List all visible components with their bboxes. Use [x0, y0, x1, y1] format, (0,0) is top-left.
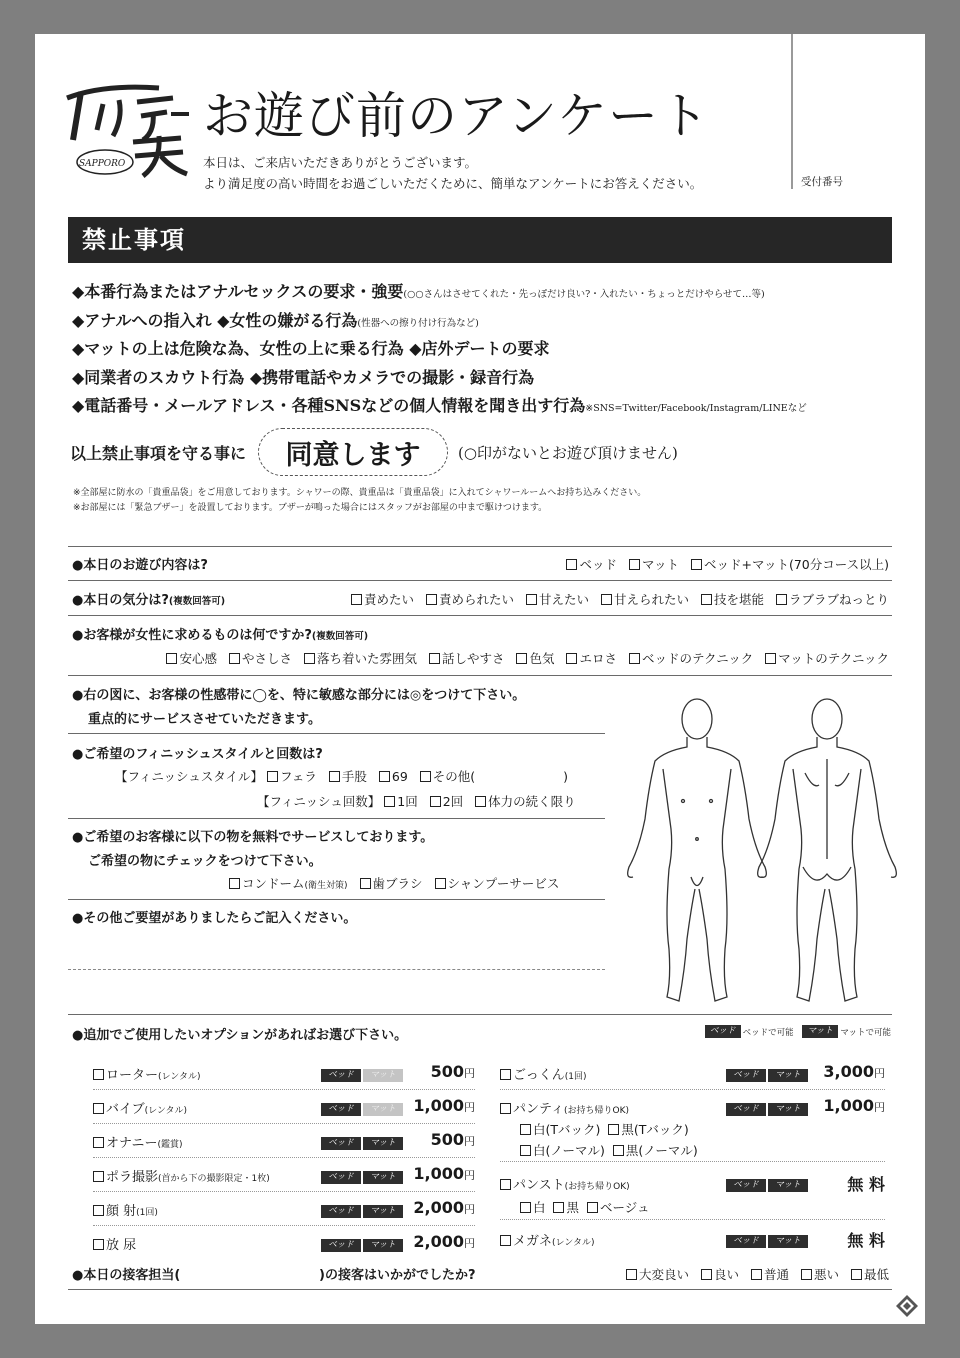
divider — [68, 546, 892, 547]
divider — [68, 1289, 892, 1290]
intro-line-1: 本日は、ご来店いただきありがとうございます。 — [203, 155, 478, 170]
checkbox[interactable] — [93, 1103, 104, 1114]
rule-item: ◆電話番号・メールアドレス・各種SNSなどの個人情報を聞き出す行為※SNS=Twitter/Facebook/Instagram/LINEなど — [72, 396, 807, 415]
rule-item: ◆アナルへの指入れ ◆女性の嫌がる行為(性器への擦り付け行為など) — [72, 310, 479, 330]
checkbox[interactable] — [751, 1269, 762, 1280]
staff-rating-options — [618, 1265, 889, 1283]
checkbox[interactable] — [229, 878, 240, 889]
checkbox[interactable] — [429, 653, 440, 664]
agree-mark-area[interactable]: 同意します — [258, 428, 448, 476]
legend-tag-mat: マット — [802, 1025, 838, 1038]
option-row-gokkun[interactable]: ごっくん(1回) ベッド マット 3,000円 — [500, 1056, 885, 1090]
checkbox[interactable] — [629, 559, 640, 570]
rating-option[interactable]: 悪い — [801, 1267, 839, 1282]
checkbox[interactable] — [93, 1137, 104, 1148]
checkbox[interactable] — [520, 1145, 531, 1156]
survey-sheet — [35, 34, 925, 1324]
option-row-megane[interactable]: メガネ(レンタル) ベッド マット 無 料 — [500, 1220, 885, 1254]
checkbox[interactable] — [426, 594, 437, 605]
option-bed[interactable]: ベッド — [566, 557, 617, 572]
mood-option[interactable]: 甘えられたい — [601, 592, 689, 607]
q-seeking-options — [158, 649, 889, 667]
checkbox[interactable] — [420, 771, 431, 782]
prohibited-heading: 禁止事項 — [68, 217, 892, 263]
option-row-panty[interactable]: パンティ(お持ち帰りOK) ベッド マット 1,000円 白(Tバック) 黒(Tバック) 白(ノーマル) 黒(ノーマル) — [500, 1090, 885, 1162]
write-in-line[interactable] — [68, 969, 605, 970]
tag-legend: ベッド ベッドで可能 マット マットで可能 — [705, 1025, 891, 1038]
checkbox[interactable] — [360, 878, 371, 889]
checkbox[interactable] — [566, 559, 577, 570]
option-row[interactable]: 放 尿 ベッド マット 2,000円 — [93, 1226, 475, 1260]
q-options: ●追加でご使用したいオプションがあればお選び下さい。 — [72, 1028, 408, 1043]
note-valuables: ※全部屋に防水の「貴重品袋」をご用意しております。シャワーの際、貴重品は「貴重品袋」に入れてシャワールームへお持ち込みください。 — [73, 488, 647, 498]
notes — [73, 486, 646, 516]
checkbox[interactable] — [526, 594, 537, 605]
checkbox[interactable] — [351, 594, 362, 605]
checkbox[interactable] — [601, 594, 612, 605]
option-mat[interactable]: マット — [629, 557, 679, 572]
mood-option[interactable]: 甘えたい — [526, 592, 589, 607]
checkbox[interactable] — [691, 559, 702, 570]
checkbox[interactable] — [384, 796, 395, 807]
checkbox[interactable] — [93, 1171, 104, 1182]
option-row[interactable]: オナニー(鑑賞) ベッド マット 500円 — [93, 1124, 475, 1158]
seeking-option[interactable]: 話しやすさ — [429, 651, 505, 666]
seeking-option[interactable]: エロさ — [566, 651, 617, 666]
checkbox[interactable] — [520, 1124, 531, 1135]
checkbox[interactable] — [516, 653, 527, 664]
checkbox[interactable] — [701, 1269, 712, 1280]
q-mood: ●本日の気分は?(複数回答可) — [72, 593, 226, 608]
seeking-option[interactable]: 落ち着いた雰囲気 — [304, 651, 417, 666]
q-mood-options — [343, 590, 889, 608]
mood-option[interactable]: ラブラブねっとり — [776, 592, 889, 607]
other-close: ) — [563, 769, 569, 784]
body-front[interactable] — [628, 699, 767, 1001]
checkbox[interactable] — [520, 1202, 531, 1213]
note-buzzer: ※お部屋には「緊急ブザー」を設置しております。ブザーが鳴った場合にはスタッフがお部屋の中まで駆けつけます。 — [73, 503, 548, 513]
checkbox[interactable] — [608, 1124, 619, 1135]
q-play-content: ●本日のお遊び内容は? — [72, 558, 208, 573]
checkbox[interactable] — [93, 1205, 104, 1216]
checkbox[interactable] — [776, 594, 787, 605]
divider — [68, 580, 892, 581]
q-play-content-options — [558, 555, 889, 573]
checkbox[interactable] — [500, 1235, 511, 1246]
checkbox[interactable] — [629, 653, 640, 664]
header-divider — [791, 34, 793, 189]
intro-line-2: より満足度の高い時間をお過ごしいただくために、簡単なアンケートにお答えください。 — [203, 176, 703, 191]
finish-count-options: 【フィニッシュ回数】 1回 2回 体力の続く限り — [257, 794, 576, 809]
seeking-option[interactable]: ベッドのテクニック — [629, 651, 753, 666]
q-staff-suffix: )の接客はいかがでしたか? — [319, 1268, 476, 1283]
q-free-service: ●ご希望のお客様に以下の物を無料でサービスしております。 ご希望の物にチェックをつけて下さい。 — [72, 830, 434, 869]
seeking-option[interactable]: マットのテクニック — [765, 651, 889, 666]
checkbox[interactable] — [765, 653, 776, 664]
checkbox[interactable] — [430, 796, 441, 807]
seeking-option[interactable]: 色気 — [516, 651, 554, 666]
checkbox[interactable] — [304, 653, 315, 664]
checkbox[interactable] — [500, 1179, 511, 1190]
checkbox[interactable] — [475, 796, 486, 807]
shop-logo — [63, 78, 191, 178]
legend-tag-bed: ベッド — [705, 1025, 741, 1038]
agreement-row — [70, 426, 678, 478]
option-row-pansuto[interactable]: パンスト(お持ち帰りOK) ベッド マット 無 料 白 黒 ベージュ — [500, 1162, 885, 1220]
option-row[interactable]: バイブ(レンタル) ベッド マット 1,000円 — [93, 1090, 475, 1124]
corner-emblem-icon — [895, 1294, 919, 1318]
checkbox[interactable] — [267, 771, 278, 782]
logo-subtext: SAPPORO — [79, 159, 126, 169]
checkbox[interactable] — [801, 1269, 812, 1280]
option-list-left — [93, 1056, 475, 1260]
divider — [68, 615, 892, 616]
rule-item: ◆マットの上は危険な為、女性の上に乗る行為 ◆店外デートの要求 — [72, 339, 550, 358]
agree-prefix: 以上禁止事項を守る事に — [70, 443, 247, 463]
option-row[interactable]: ポラ撮影(首から下の撮影限定・1枚) ベッド マット 1,000円 — [93, 1158, 475, 1192]
checkbox[interactable] — [329, 771, 340, 782]
prohibited-rules — [72, 278, 807, 421]
checkbox[interactable] — [500, 1069, 511, 1080]
q-erogenous: ●右の図に、お客様の性感帯に◯を、特に敏感な部分には◎をつけて下さい。 重点的にサービスさせていただきます。 — [72, 688, 526, 727]
divider — [68, 675, 892, 676]
body-diagram[interactable] — [615, 689, 905, 1009]
intro-text — [203, 152, 702, 194]
mood-option[interactable]: 責められたい — [426, 592, 514, 607]
finish-count-label: 【フィニッシュ回数】 — [257, 794, 381, 809]
mood-option[interactable]: 責めたい — [351, 592, 414, 607]
option-row[interactable]: ローター(レンタル) ベッド マット 500円 — [93, 1056, 475, 1090]
q-seeking: ●お客様が女性に求めるものは何ですか?(複数回答可) — [72, 628, 369, 643]
divider — [68, 818, 605, 819]
checkbox[interactable] — [626, 1269, 637, 1280]
checkbox[interactable] — [435, 878, 446, 889]
rule-item: ◆本番行為またはアナルセックスの要求・強要(○○さんはさせてくれた・先っぽだけ良い?・入れたい・ちょっとだけやらせて…等) — [72, 282, 765, 301]
q-finish-style: ●ご希望のフィニッシュスタイルと回数は? — [72, 747, 323, 762]
finish-style-options: 【フィニッシュスタイル】 フェラ 手股 69 その他( ) — [115, 769, 569, 784]
checkbox[interactable] — [701, 594, 712, 605]
option-bed-mat[interactable]: ベッド+マット(70分コース以上) — [691, 557, 889, 572]
checkbox[interactable] — [553, 1202, 564, 1213]
rule-item: ◆同業者のスカウト行為 ◆携帯電話やカメラでの撮影・録音行為 — [72, 367, 535, 387]
checkbox[interactable] — [587, 1202, 598, 1213]
agree-note: (○印がないとお遊び頂けません) — [458, 443, 678, 462]
checkbox[interactable] — [93, 1069, 104, 1080]
divider — [68, 899, 605, 900]
rating-option[interactable]: 最低 — [851, 1267, 889, 1282]
rating-option[interactable]: 大変良い — [626, 1267, 689, 1282]
checkbox[interactable] — [613, 1145, 624, 1156]
seeking-option[interactable]: やさしさ — [229, 651, 292, 666]
body-back[interactable] — [758, 699, 897, 1001]
seeking-option[interactable]: 安心感 — [166, 651, 217, 666]
receipt-number-label: 受付番号 — [801, 176, 843, 188]
divider — [68, 733, 605, 734]
mood-option[interactable]: 技を堪能 — [701, 592, 764, 607]
free-service-options: コンドーム(衛生対策) 歯ブラシ シャンプーサービス — [229, 874, 559, 892]
page-title: お遊び前のアンケート — [203, 87, 710, 145]
checkbox[interactable] — [166, 653, 177, 664]
q-staff-prefix: ●本日の接客担当( — [72, 1268, 181, 1283]
checkbox[interactable] — [566, 653, 577, 664]
checkbox[interactable] — [93, 1239, 104, 1250]
option-row[interactable]: 顔 射(1回) ベッド マット 2,000円 — [93, 1192, 475, 1226]
checkbox[interactable] — [379, 771, 390, 782]
divider — [68, 1014, 892, 1015]
checkbox[interactable] — [851, 1269, 862, 1280]
checkbox[interactable] — [229, 653, 240, 664]
q-other-requests: ●その他ご要望がありましたらご記入ください。 — [72, 911, 357, 926]
rating-option[interactable]: 普通 — [751, 1267, 789, 1282]
rating-option[interactable]: 良い — [701, 1267, 739, 1282]
option-list-right — [500, 1056, 885, 1256]
finish-style-label: 【フィニッシュスタイル】 — [115, 769, 264, 784]
checkbox[interactable] — [500, 1103, 511, 1114]
